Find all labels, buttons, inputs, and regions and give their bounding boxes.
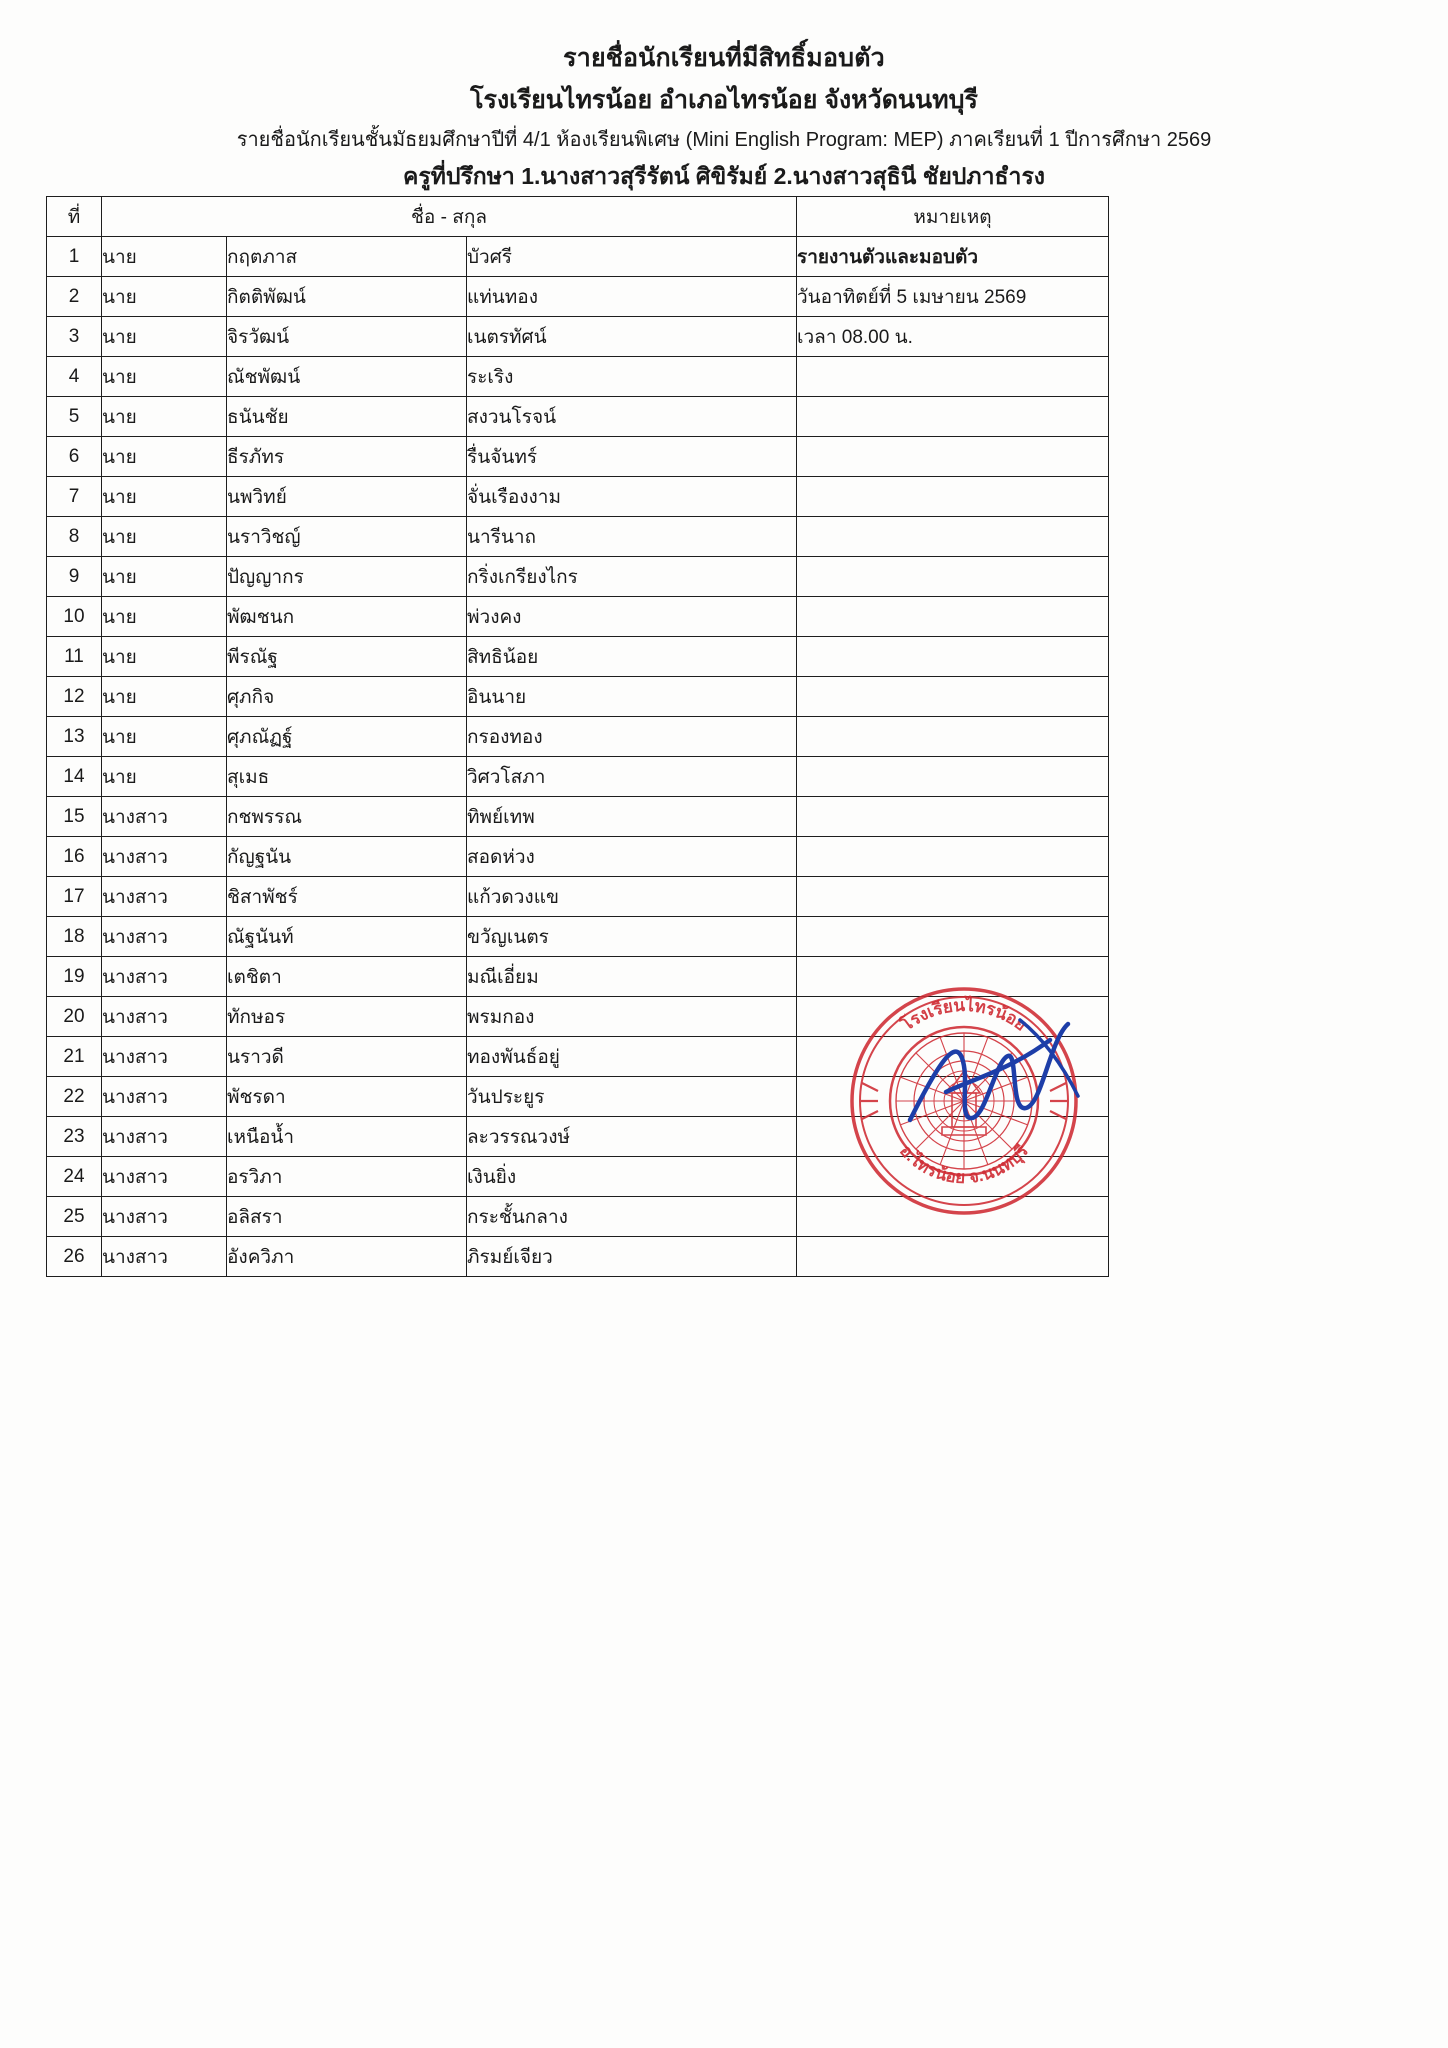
row-remark	[797, 557, 1109, 597]
row-title-prefix: นางสาว	[102, 997, 227, 1037]
table-row	[47, 317, 1109, 357]
row-remark	[797, 1237, 1109, 1277]
row-title-prefix: นางสาว	[102, 1037, 227, 1077]
table-row	[47, 757, 1109, 797]
row-last-name: กริ่งเกรียงไกร	[467, 557, 797, 597]
row-remark	[797, 517, 1109, 557]
row-first-name: จิรวัฒน์	[227, 317, 467, 357]
row-first-name: พัชรดา	[227, 1077, 467, 1117]
table-row	[47, 877, 1109, 917]
row-first-name: อลิสรา	[227, 1197, 467, 1237]
row-first-name: ศุภกิจ	[227, 677, 467, 717]
row-title-prefix: นางสาว	[102, 797, 227, 837]
row-title-prefix: นางสาว	[102, 957, 227, 997]
row-title-prefix: นางสาว	[102, 877, 227, 917]
row-number: 22	[47, 1077, 102, 1117]
row-title-prefix: นาย	[102, 437, 227, 477]
row-last-name: สงวนโรจน์	[467, 397, 797, 437]
table-row	[47, 677, 1109, 717]
table-row	[47, 837, 1109, 877]
document-header	[0, 0, 1448, 194]
row-last-name: สอดห่วง	[467, 837, 797, 877]
row-number: 23	[47, 1117, 102, 1157]
row-first-name: พัฒชนก	[227, 597, 467, 637]
table-row	[47, 1237, 1109, 1277]
table-row	[47, 1117, 1109, 1157]
row-remark	[797, 637, 1109, 677]
row-number: 8	[47, 517, 102, 557]
row-title-prefix: นาย	[102, 477, 227, 517]
table-row	[47, 557, 1109, 597]
row-number: 17	[47, 877, 102, 917]
row-number: 19	[47, 957, 102, 997]
row-number: 10	[47, 597, 102, 637]
row-first-name: เตชิตา	[227, 957, 467, 997]
row-number: 20	[47, 997, 102, 1037]
row-remark	[797, 477, 1109, 517]
table-row	[47, 517, 1109, 557]
row-last-name: แก้วดวงแข	[467, 877, 797, 917]
row-title-prefix: นางสาว	[102, 1117, 227, 1157]
row-remark: รายงานตัวและมอบตัว	[797, 237, 1109, 277]
row-remark	[797, 357, 1109, 397]
class-description: รายชื่อนักเรียนชั้นมัธยมศึกษาปีที่ 4/1 ห้องเรียนพิเศษ (Mini English Program: MEP) ภาคเรียนที่ 1 ปีการศึกษา 2569	[236, 129, 1212, 151]
row-last-name: แท่นทอง	[467, 277, 797, 317]
row-remark	[797, 597, 1109, 637]
row-first-name: เหนือน้ำ	[227, 1117, 467, 1157]
row-remark	[797, 1157, 1109, 1197]
row-number: 18	[47, 917, 102, 957]
row-last-name: พ่วงคง	[467, 597, 797, 637]
row-last-name: ระเริง	[467, 357, 797, 397]
row-title-prefix: นาย	[102, 677, 227, 717]
row-last-name: เงินยิ่ง	[467, 1157, 797, 1197]
row-remark	[797, 837, 1109, 877]
row-last-name: เนตรทัศน์	[467, 317, 797, 357]
row-first-name: อรวิภา	[227, 1157, 467, 1197]
column-header-name: ชื่อ - สกุล	[102, 197, 797, 237]
table-row	[47, 437, 1109, 477]
table-row	[47, 477, 1109, 517]
row-number: 12	[47, 677, 102, 717]
row-number: 1	[47, 237, 102, 277]
table-row	[47, 1037, 1109, 1077]
row-number: 25	[47, 1197, 102, 1237]
row-first-name: อังควิภา	[227, 1237, 467, 1277]
row-remark: เวลา 08.00 น.	[797, 317, 1109, 357]
row-last-name: ภิรมย์เจียว	[467, 1237, 797, 1277]
row-number: 15	[47, 797, 102, 837]
row-last-name: มณีเอี่ยม	[467, 957, 797, 997]
row-title-prefix: นาย	[102, 397, 227, 437]
row-last-name: ทองพันธ์อยู่	[467, 1037, 797, 1077]
row-number: 21	[47, 1037, 102, 1077]
row-remark	[797, 1197, 1109, 1237]
row-number: 24	[47, 1157, 102, 1197]
row-number: 6	[47, 437, 102, 477]
row-last-name: กรองทอง	[467, 717, 797, 757]
row-number: 16	[47, 837, 102, 877]
row-number: 5	[47, 397, 102, 437]
row-number: 26	[47, 1237, 102, 1277]
row-number: 4	[47, 357, 102, 397]
column-header-number: ที่	[47, 197, 102, 237]
table-header	[47, 197, 1109, 237]
row-remark	[797, 797, 1109, 837]
row-first-name: กิตติพัฒน์	[227, 277, 467, 317]
row-last-name: วันประยูร	[467, 1077, 797, 1117]
table-row	[47, 597, 1109, 637]
row-title-prefix: นางสาว	[102, 1077, 227, 1117]
row-last-name: นารีนาถ	[467, 517, 797, 557]
table-row	[47, 1077, 1109, 1117]
row-last-name: วิศวโสภา	[467, 757, 797, 797]
row-number: 9	[47, 557, 102, 597]
row-title-prefix: นาย	[102, 757, 227, 797]
row-first-name: นราวิชญ์	[227, 517, 467, 557]
row-last-name: ละวรรณวงษ์	[467, 1117, 797, 1157]
row-last-name: กระชั้นกลาง	[467, 1197, 797, 1237]
row-remark	[797, 757, 1109, 797]
row-first-name: พีรณัฐ	[227, 637, 467, 677]
row-first-name: กชพรรณ	[227, 797, 467, 837]
row-last-name: รื่นจันทร์	[467, 437, 797, 477]
table-row	[47, 917, 1109, 957]
row-first-name: ทักษอร	[227, 997, 467, 1037]
row-number: 13	[47, 717, 102, 757]
row-title-prefix: นาย	[102, 717, 227, 757]
row-title-prefix: นาย	[102, 357, 227, 397]
row-remark	[797, 957, 1109, 997]
row-number: 3	[47, 317, 102, 357]
row-remark	[797, 997, 1109, 1037]
row-title-prefix: นางสาว	[102, 1157, 227, 1197]
table-row	[47, 717, 1109, 757]
table-row	[47, 1197, 1109, 1237]
row-remark	[797, 717, 1109, 757]
row-first-name: ณัชพัฒน์	[227, 357, 467, 397]
row-remark	[797, 917, 1109, 957]
row-first-name: กฤตภาส	[227, 237, 467, 277]
column-header-remark: หมายเหตุ	[797, 197, 1109, 237]
row-remark	[797, 677, 1109, 717]
row-title-prefix: นาย	[102, 637, 227, 677]
row-remark	[797, 1077, 1109, 1117]
row-number: 2	[47, 277, 102, 317]
row-first-name: ชิสาพัชร์	[227, 877, 467, 917]
row-remark	[797, 397, 1109, 437]
row-title-prefix: นาย	[102, 317, 227, 357]
seal-top-text: โรงเรียนไทรน้อย	[897, 995, 1031, 1035]
row-title-prefix: นางสาว	[102, 837, 227, 877]
row-title-prefix: นางสาว	[102, 917, 227, 957]
table-body	[47, 237, 1109, 1277]
row-first-name: ศุภณัฏฐ์	[227, 717, 467, 757]
table-row	[47, 957, 1109, 997]
row-last-name: บัวศรี	[467, 237, 797, 277]
advisor-teachers: ครูที่ปรึกษา 1.นางสาวสุรีรัตน์ ศิขิรัมย์ 2.นางสาวสุธินี ชัยปภาธำรง	[402, 163, 1046, 189]
row-last-name: ทิพย์เทพ	[467, 797, 797, 837]
row-remark: วันอาทิตย์ที่ 5 เมษายน 2569	[797, 277, 1109, 317]
row-remark	[797, 1037, 1109, 1077]
row-title-prefix: นาย	[102, 517, 227, 557]
roster-table-container	[46, 196, 1108, 1277]
row-remark	[797, 877, 1109, 917]
table-header-row	[47, 197, 1109, 237]
seal-bottom-text: อ.ไทรน้อย จ.นนทบุรี	[895, 1141, 1033, 1188]
row-title-prefix: นาย	[102, 597, 227, 637]
row-title-prefix: นาย	[102, 237, 227, 277]
row-title-prefix: นาย	[102, 277, 227, 317]
row-title-prefix: นางสาว	[102, 1237, 227, 1277]
row-first-name: กัญฐนัน	[227, 837, 467, 877]
table-row	[47, 397, 1109, 437]
table-row	[47, 357, 1109, 397]
row-remark	[797, 437, 1109, 477]
row-first-name: ณัฐนันท์	[227, 917, 467, 957]
row-last-name: ขวัญเนตร	[467, 917, 797, 957]
row-number: 14	[47, 757, 102, 797]
row-first-name: ธนันชัย	[227, 397, 467, 437]
table-row	[47, 237, 1109, 277]
row-number: 11	[47, 637, 102, 677]
row-first-name: นพวิทย์	[227, 477, 467, 517]
table-row	[47, 1157, 1109, 1197]
table-row	[47, 997, 1109, 1037]
school-name: โรงเรียนไทรน้อย อำเภอไทรน้อย จังหวัดนนทบุรี	[470, 85, 978, 114]
row-last-name: พรมกอง	[467, 997, 797, 1037]
student-roster-table	[46, 196, 1109, 1277]
row-first-name: สุเมธ	[227, 757, 467, 797]
row-first-name: นราวดี	[227, 1037, 467, 1077]
row-first-name: ปัญญากร	[227, 557, 467, 597]
table-row	[47, 797, 1109, 837]
row-title-prefix: นาย	[102, 557, 227, 597]
row-last-name: จั่นเรืองงาม	[467, 477, 797, 517]
row-number: 7	[47, 477, 102, 517]
row-first-name: ธีรภัทร	[227, 437, 467, 477]
row-last-name: อินนาย	[467, 677, 797, 717]
row-title-prefix: นางสาว	[102, 1197, 227, 1237]
table-row	[47, 637, 1109, 677]
row-last-name: สิทธิน้อย	[467, 637, 797, 677]
table-row	[47, 277, 1109, 317]
row-remark	[797, 1117, 1109, 1157]
document-title: รายชื่อนักเรียนที่มีสิทธิ์มอบตัว	[563, 44, 885, 72]
